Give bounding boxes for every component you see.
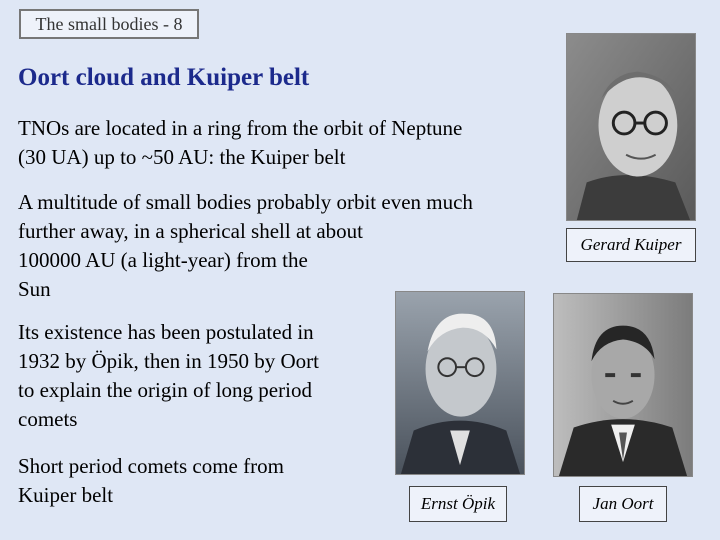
photo-jan-oort <box>553 293 693 477</box>
paragraph-oort-cloud <box>18 188 473 304</box>
paragraph-line: 100000 AU (a light-year) from the <box>18 248 308 272</box>
portrait-oort-image <box>554 294 692 476</box>
paragraph-short-period <box>18 452 284 510</box>
paragraph-postulated <box>18 318 319 434</box>
paragraph-line: (30 UA) up to ~50 AU: the Kuiper belt <box>18 145 346 169</box>
paragraph-line: further away, in a spherical shell at about <box>18 219 364 243</box>
paragraph-line: to explain the origin of long period <box>18 378 312 402</box>
photo-ernst-opik <box>395 291 525 475</box>
portrait-opik-image <box>396 292 524 474</box>
paragraph-line: A multitude of small bodies probably orbit even much <box>18 190 473 214</box>
paragraph-line: Sun <box>18 277 51 301</box>
slide-title: Oort cloud and Kuiper belt <box>18 64 310 91</box>
caption-jan-oort: Jan Oort <box>579 486 667 522</box>
paragraph-line: comets <box>18 407 78 431</box>
caption-gerard-kuiper: Gerard Kuiper <box>566 228 696 262</box>
portrait-kuiper-image <box>567 34 695 220</box>
paragraph-line: 1932 by Öpik, then in 1950 by Oort <box>18 349 319 373</box>
paragraph-line: Its existence has been postulated in <box>18 320 314 344</box>
slide-number-tag: The small bodies - 8 <box>19 9 199 39</box>
paragraph-tnos <box>18 114 462 172</box>
paragraph-line: Kuiper belt <box>18 483 114 507</box>
paragraph-line: TNOs are located in a ring from the orbit of Neptune <box>18 116 463 140</box>
caption-ernst-opik: Ernst Öpik <box>409 486 507 522</box>
paragraph-line: Short period comets come from <box>18 454 284 478</box>
photo-gerard-kuiper <box>566 33 696 221</box>
